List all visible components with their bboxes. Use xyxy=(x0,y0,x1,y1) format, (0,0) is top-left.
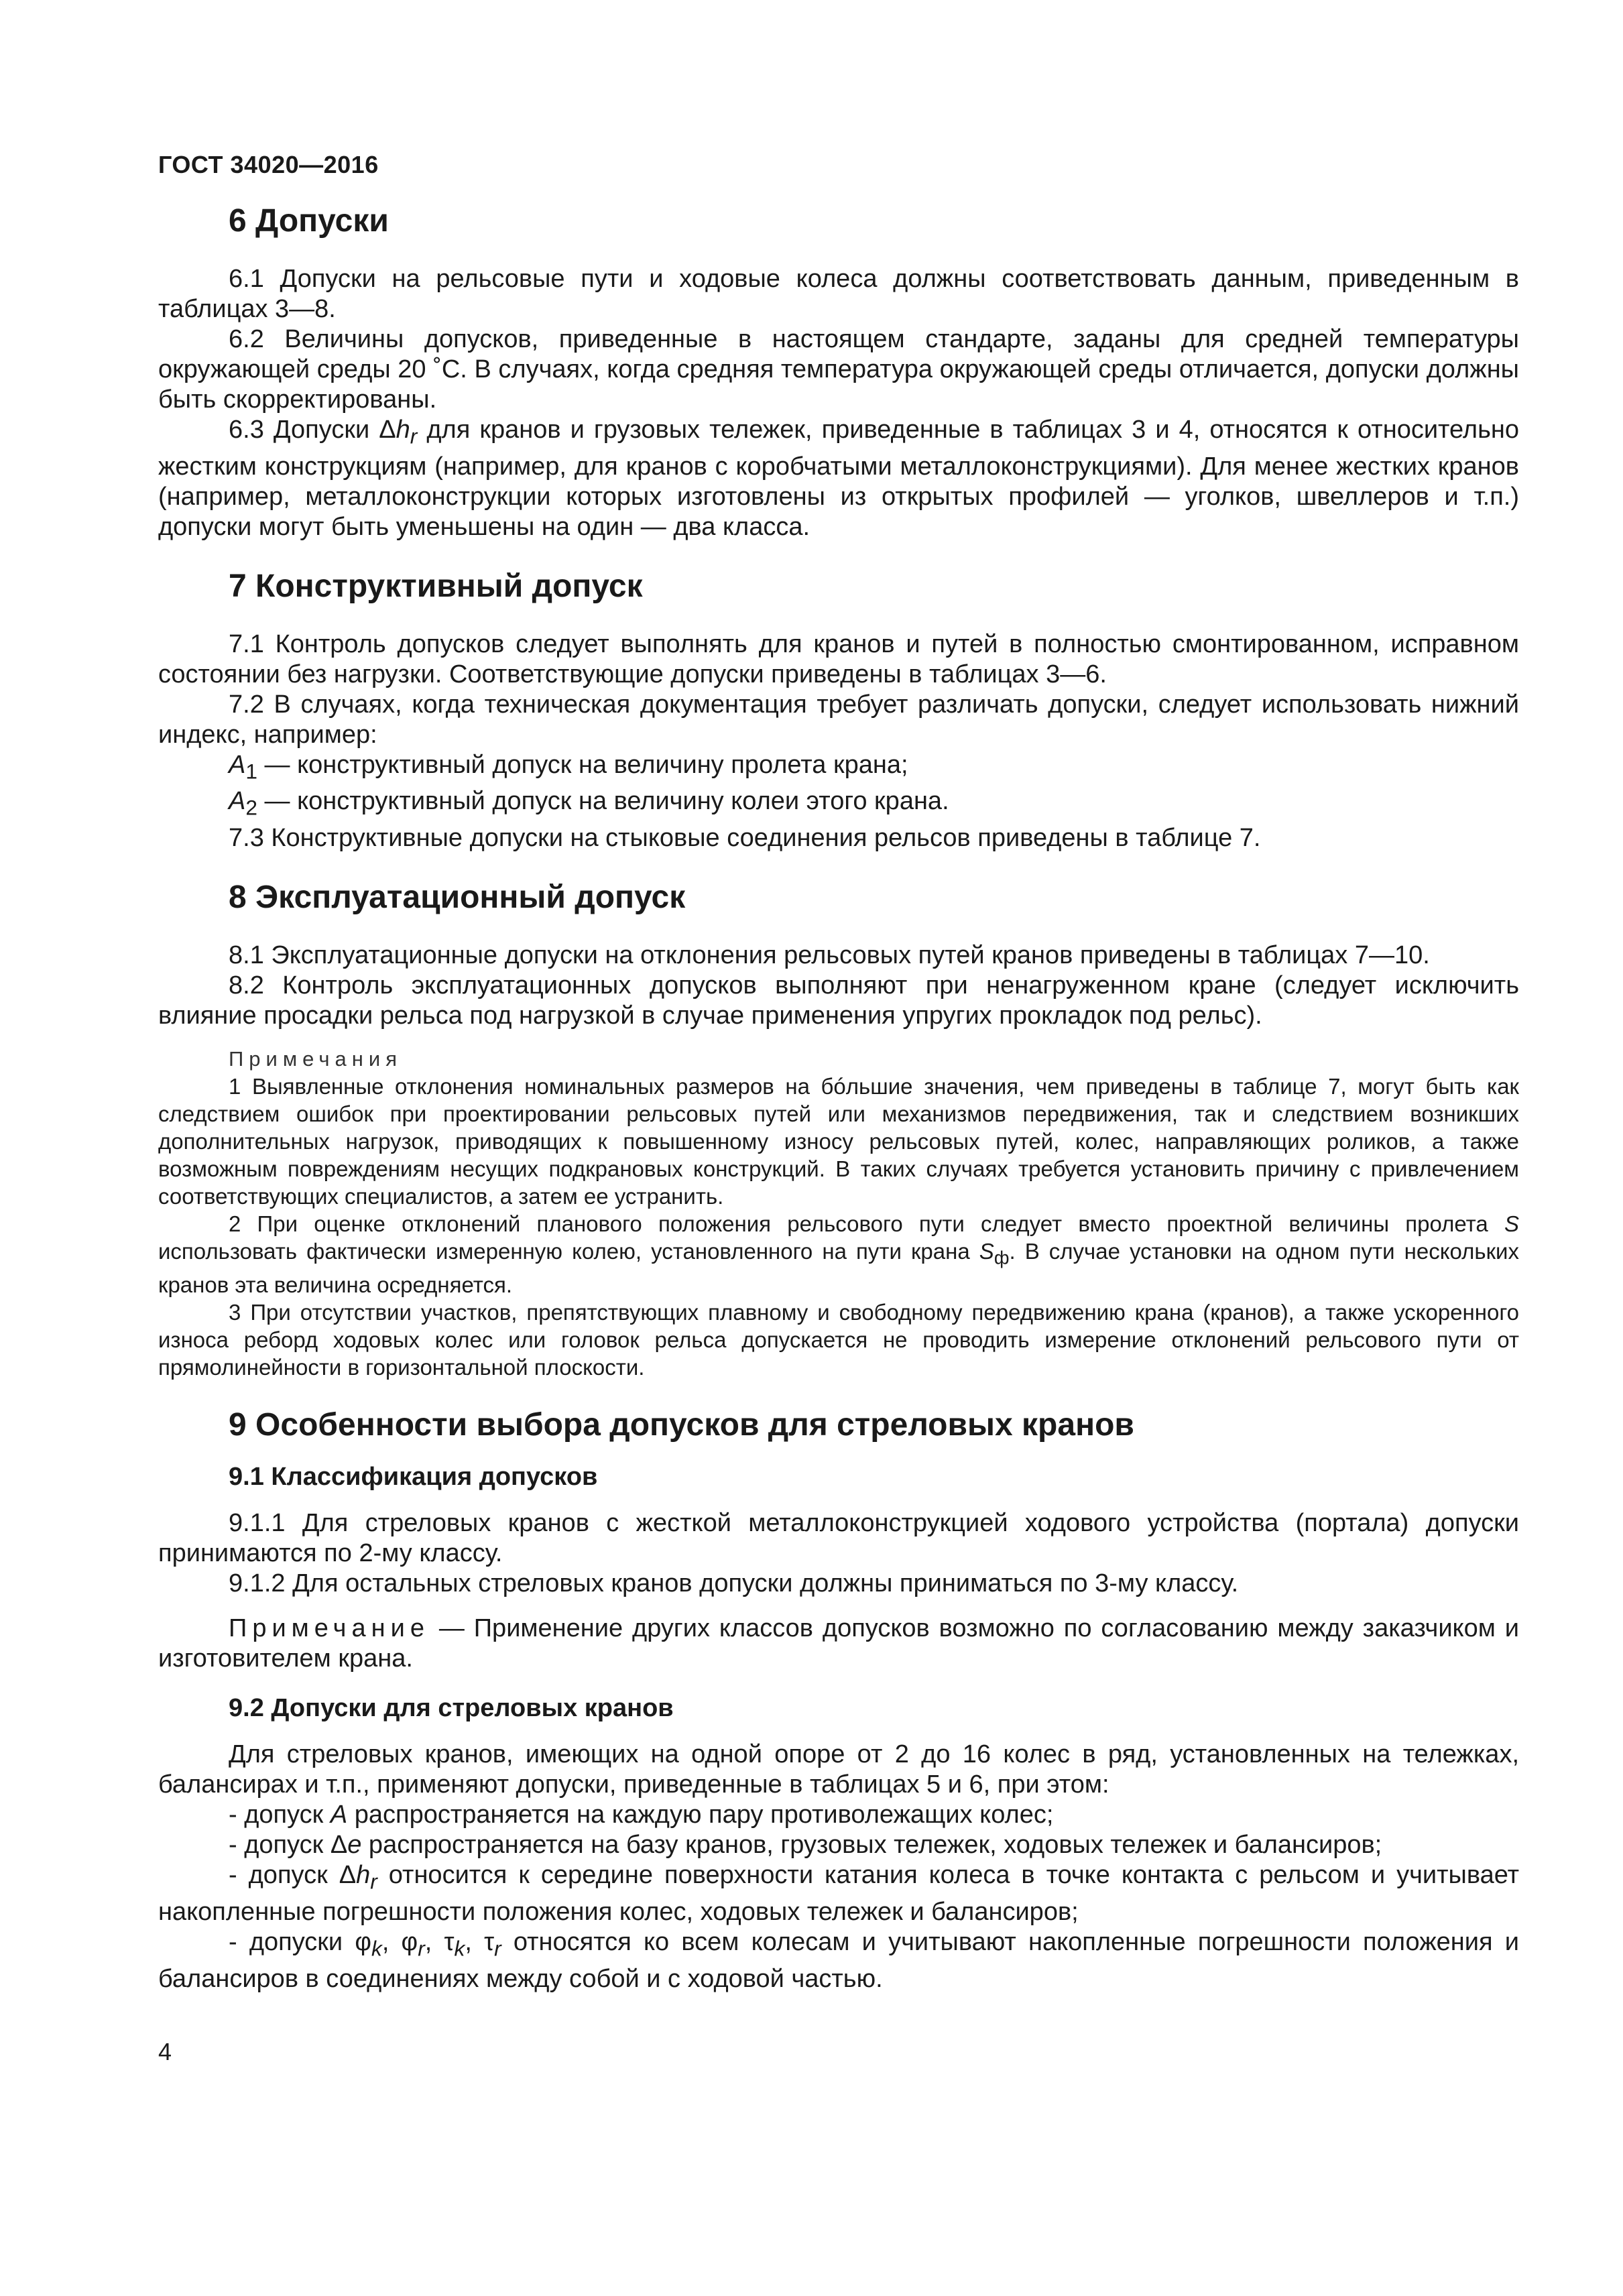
note-1: 1 Выявленные отклонения номинальных размеров на бóльшие значения, чем приведены в таблице 7, могут быть как следствием ошибок при проектировании рельсовых путей или механизмов передвижения, так и следствием возникших дополнительных нагрузок, приводящих к повышенному износу рельсовых путей, колес, направляющих роликов, а также возможным повреждениям несущих подкрановых конструкций. В таких случаях требуется установить причину с привлечением соответствующих специалистов, а затем ее устранить. xyxy=(158,1073,1519,1209)
list-item-tolerance-a: - допуск A распространяется на каждую пару противолежащих колес; xyxy=(229,1801,1054,1829)
page-content xyxy=(158,201,1519,1994)
para-9-1-2: 9.1.2 Для остальных стреловых кранов допуски должны приниматься по 3-му классу. xyxy=(229,1569,1239,1598)
para-6-3: 6.3 Допуски $\Delta h_r$ для кранов и грузовых тележек, приведенные в таблицах 3 и 4, относятся к относительно жестким конструкциям (например, для кранов с коробчатыми металлоконструкциями). Для менее жестких кранов (например, металлоконструкции которых изготовлены из открытых профилей — уголков, швеллеров и т.п.) допуски могут быть уменьшены на один — два класса. xyxy=(158,416,1519,541)
subsection-9-1-title: 9.1 Классификация допусков xyxy=(229,1463,598,1492)
note-2: 2 При оценке отклонений планового положения рельсового пути следует вместо проектной величины пролета S использовать фактически измеренную колею, установленного на пути крана $S_ф$. В случае установки на одном пути нескольких кранов эта величина осредняется. xyxy=(158,1211,1519,1298)
para-7-2: 7.2 В случаях, когда техническая документация требует различать допуски, следует использовать нижний индекс, например: xyxy=(158,690,1519,749)
section-9-title: 9 Особенности выбора допусков для стреловых кранов xyxy=(229,1407,1134,1443)
note-9-1: Примечание — Применение других классов допусков возможно по согласованию между заказчиком и изготовителем крана. xyxy=(158,1614,1519,1673)
para-7-2-a2: $A_2$ — конструктивный допуск на величину колеи этого крана. xyxy=(229,787,949,820)
list-item-tolerance-phi-tau: - допуски $\varphi_k$, $\varphi_r$, $\tau_k$, $\tau_r$ относятся ко всем колесам и учитывают накопленные погрешности положения и балансиров в соединениях между собой и с ходовой частью. xyxy=(158,1927,1519,1993)
para-9-2: Для стреловых кранов, имеющих на одной опоре от 2 до 16 колес в ряд, установленных на тележках, балансирах и т.п., применяют допуски, приведенные в таблицах 5 и 6, при этом: xyxy=(158,1740,1519,1799)
para-7-2-a1: $A_1$ — конструктивный допуск на величину пролета крана; xyxy=(229,750,908,784)
notes-heading: Примечания xyxy=(229,1046,402,1071)
para-6-2: 6.2 Величины допусков, приведенные в настоящем стандарте, заданы для средней температуры окружающей среды 20 ˚С. В случаях, когда средняя температура окружающей среды отличается, допуски должны быть скорректированы. xyxy=(158,325,1519,414)
section-7-title: 7 Конструктивный допуск xyxy=(229,568,643,604)
section-6-title: 6 Допуски xyxy=(229,203,389,239)
para-8-1: 8.1 Эксплуатационные допуски на отклонения рельсовых путей кранов приведены в таблицах 7—10. xyxy=(229,941,1430,969)
page-number: 4 xyxy=(158,2038,172,2065)
note-3: 3 При отсутствии участков, препятствующих плавному и свободному передвижению крана (кранов), а также ускоренного износа реборд ходовых колес или головок рельса допускается не проводить измерение отклонений рельсового пути от прямолинейности в горизонтальной плоскости. xyxy=(158,1300,1519,1380)
subsection-9-2-title: 9.2 Допуски для стреловых кранов xyxy=(229,1694,674,1723)
list-item-tolerance-de: - допуск Δe распространяется на базу кранов, грузовых тележек, ходовых тележек и балансиров; xyxy=(229,1831,1382,1860)
para-8-2: 8.2 Контроль эксплуатационных допусков выполняют при ненагруженном кране (следует исключить влияние просадки рельса под нагрузкой в случае применения упругих прокладок под рельс). xyxy=(158,971,1519,1030)
para-9-1-1: 9.1.1 Для стреловых кранов с жесткой металлоконструкцией ходового устройства (портала) допуски принимаются по 2-му классу. xyxy=(158,1509,1519,1568)
document-header: ГОСТ 34020—2016 xyxy=(158,151,379,178)
para-7-1: 7.1 Контроль допусков следует выполнять для кранов и путей в полностью смонтированном, исправном состоянии без нагрузки. Соответствующие допуски приведены в таблицах 3—6. xyxy=(158,629,1519,688)
list-item-tolerance-dhr: - допуск $\Delta h_r$ относится к середине поверхности катания колеса в точке контакта с рельсом и учитывает накопленные погрешности положения колес, ходовых тележек и балансиров; xyxy=(158,1861,1519,1926)
section-8-title: 8 Эксплуатационный допуск xyxy=(229,879,686,915)
para-6-1: 6.1 Допуски на рельсовые пути и ходовые колеса должны соответствовать данным, приведенным в таблицах 3—8. xyxy=(158,265,1519,323)
para-7-3: 7.3 Конструктивные допуски на стыковые соединения рельсов приведены в таблице 7. xyxy=(229,823,1261,852)
